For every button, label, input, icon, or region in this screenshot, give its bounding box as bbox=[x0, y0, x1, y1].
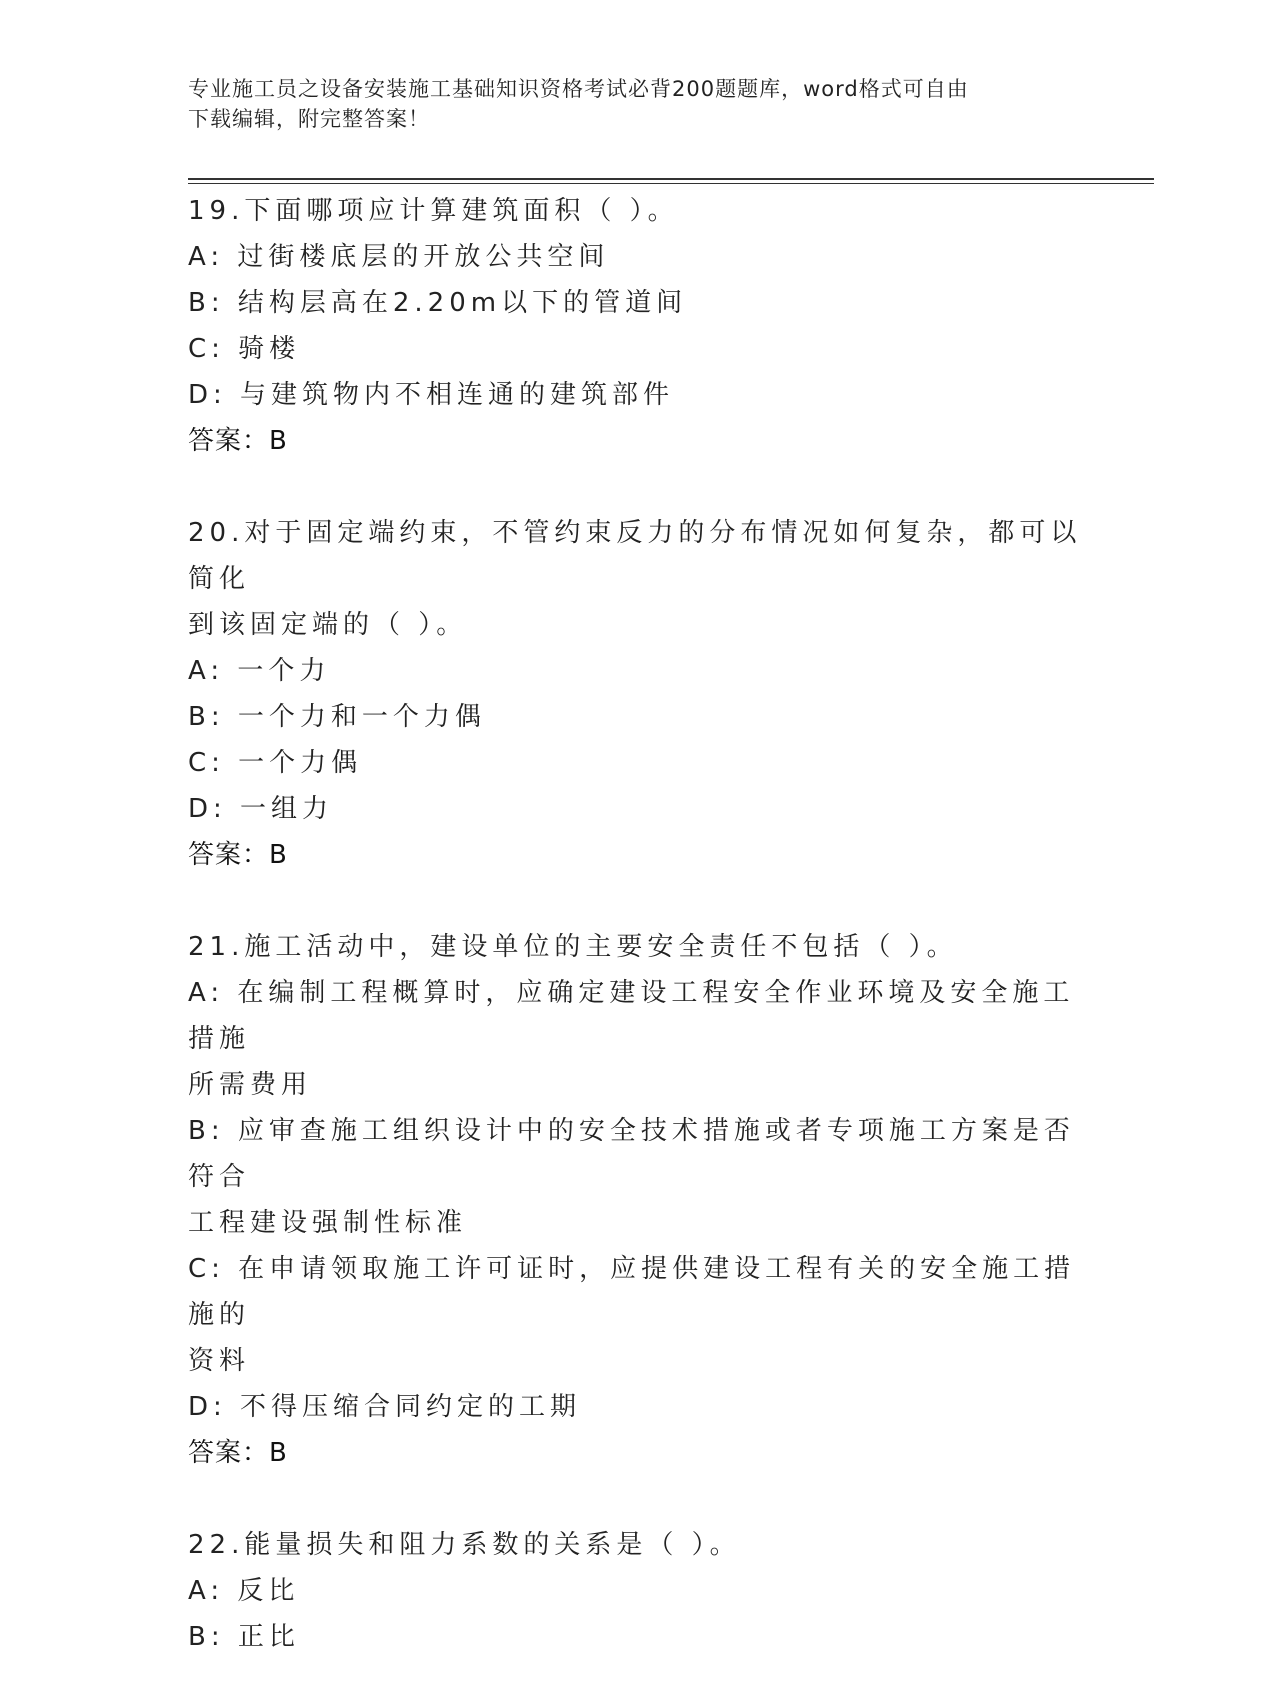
option-c: C: 骑楼 bbox=[188, 334, 301, 364]
header-divider-thick bbox=[188, 178, 1154, 180]
answer-label: 答案：B bbox=[188, 426, 288, 456]
question-stem: 21.施工活动中，建设单位的主要安全责任不包括（ ）。 bbox=[188, 932, 958, 962]
question-stem: 22.能量损失和阻力系数的关系是（ ）。 bbox=[188, 1530, 741, 1560]
question-stem: 19.下面哪项应计算建筑面积（ ）。 bbox=[188, 196, 679, 226]
option-d: D: 一组力 bbox=[188, 794, 334, 824]
option-b: B: 一个力和一个力偶 bbox=[188, 702, 486, 732]
option-d: D: 不得压缩合同约定的工期 bbox=[188, 1392, 582, 1422]
option-a: A: 一个力 bbox=[188, 656, 331, 686]
option-c: C: 一个力偶 bbox=[188, 748, 363, 778]
option-d: D: 与建筑物内不相连通的建筑部件 bbox=[188, 380, 675, 410]
question-stem: 20.对于固定端约束，不管约束反力的分布情况如何复杂，都可以简化 bbox=[188, 518, 1082, 594]
question-19 bbox=[188, 188, 1088, 464]
question-20 bbox=[188, 510, 1088, 878]
option-b: B: 应审查施工组织设计中的安全技术措施或者专项施工方案是否符合 bbox=[188, 1116, 1075, 1192]
answer-label: 答案：B bbox=[188, 840, 288, 870]
option-c: C: 在申请领取施工许可证时，应提供建设工程有关的安全施工措施的 bbox=[188, 1254, 1076, 1330]
header-line-1: 专业施工员之设备安装施工基础知识资格考试必背200题题库，word格式可自由 bbox=[188, 77, 969, 101]
header-divider-thin bbox=[188, 183, 1154, 184]
option-b: B: 结构层高在2.20m以下的管道间 bbox=[188, 288, 688, 318]
answer-label: 答案：B bbox=[188, 1438, 288, 1468]
option-b-continued: 工程建设强制性标准 bbox=[188, 1208, 468, 1238]
option-b: B: 正比 bbox=[188, 1622, 300, 1652]
header-line-2: 下载编辑，附完整答案！ bbox=[188, 107, 430, 131]
option-a-continued: 所需费用 bbox=[188, 1070, 313, 1100]
option-a: A: 反比 bbox=[188, 1576, 300, 1606]
question-22 bbox=[188, 1522, 1088, 1660]
question-stem-continued: 到该固定端的（ ）。 bbox=[188, 610, 468, 640]
question-list bbox=[188, 188, 1088, 1706]
document-header bbox=[188, 74, 1088, 134]
question-21 bbox=[188, 924, 1088, 1476]
option-a: A: 过街楼底层的开放公共空间 bbox=[188, 242, 610, 272]
option-a: A: 在编制工程概算时，应确定建设工程安全作业环境及安全施工措施 bbox=[188, 978, 1075, 1054]
option-c-continued: 资料 bbox=[188, 1346, 251, 1376]
